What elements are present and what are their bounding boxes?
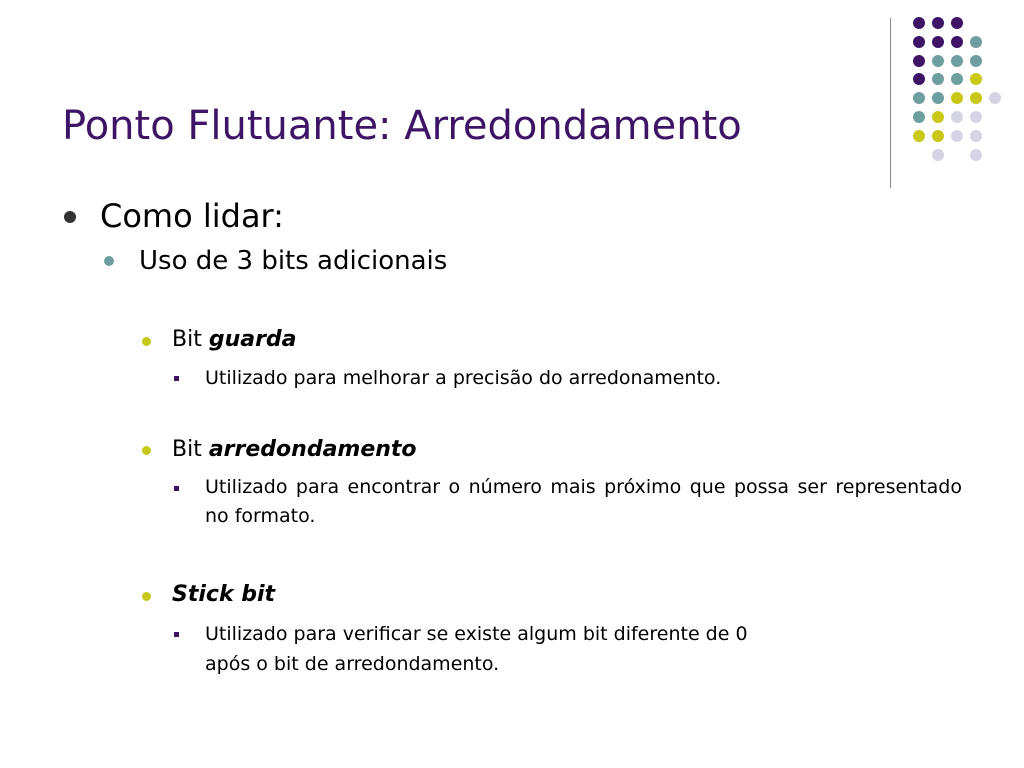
stick-bit-description-line2: após o bit de arredondamento. — [205, 653, 500, 675]
decor-dot — [932, 36, 944, 48]
decor-dot — [932, 149, 944, 161]
decor-dot — [951, 73, 963, 85]
bit-guarda-name: guarda — [208, 327, 297, 352]
bit-prefix: Bit — [172, 327, 209, 352]
decor-dot — [951, 92, 963, 104]
decor-dot — [932, 111, 944, 123]
decor-dot — [970, 36, 982, 48]
stick-bit-heading: Stick bit — [172, 582, 276, 607]
decor-dot — [932, 55, 944, 67]
decor-dot — [951, 36, 963, 48]
slide-title: Ponto Flutuante: Arredondamento — [62, 103, 742, 149]
bullet-icon — [142, 592, 151, 601]
decor-dot — [913, 36, 925, 48]
decor-dot — [970, 111, 982, 123]
decor-dot — [932, 17, 944, 29]
bullet-level1-text: Como lidar: — [100, 197, 284, 235]
bit-arredondamento-name: arredondamento — [208, 437, 417, 462]
decor-dot — [913, 92, 925, 104]
decor-dot — [951, 55, 963, 67]
decor-dot — [913, 55, 925, 67]
bit-arredondamento-description: Utilizado para encontrar o número mais próximo que possa ser representado no formato. — [205, 476, 962, 527]
decor-dot — [989, 92, 1001, 104]
decor-dot — [951, 111, 963, 123]
decor-dot — [970, 55, 982, 67]
bullet-icon — [142, 337, 151, 346]
stick-bit-description-line1: Utilizado para verificar se existe algum bit diferente de 0 — [205, 623, 748, 645]
decor-dot — [951, 130, 963, 142]
square-bullet-icon — [174, 376, 179, 381]
bit-arredondamento-heading — [172, 436, 417, 464]
bullet-icon — [142, 446, 151, 455]
title-separator-line — [890, 18, 891, 188]
bit-guarda-description: Utilizado para melhorar a precisão do arredonamento. — [205, 367, 722, 389]
bullet-icon — [64, 211, 76, 223]
decor-dot — [913, 130, 925, 142]
decor-dot — [913, 111, 925, 123]
decor-dot — [970, 92, 982, 104]
bullet-level2-text: Uso de 3 bits adicionais — [139, 246, 448, 276]
decor-dot — [970, 130, 982, 142]
decor-dot — [932, 130, 944, 142]
decor-dot — [951, 17, 963, 29]
decor-dot — [932, 73, 944, 85]
square-bullet-icon — [174, 486, 179, 491]
decor-dot — [913, 73, 925, 85]
bit-guarda-heading — [172, 326, 297, 354]
decor-dot — [932, 92, 944, 104]
decor-dot — [913, 17, 925, 29]
square-bullet-icon — [174, 632, 179, 637]
bit-prefix: Bit — [172, 437, 209, 462]
decor-dot — [970, 73, 982, 85]
bullet-icon — [104, 256, 114, 266]
decor-dot — [970, 149, 982, 161]
